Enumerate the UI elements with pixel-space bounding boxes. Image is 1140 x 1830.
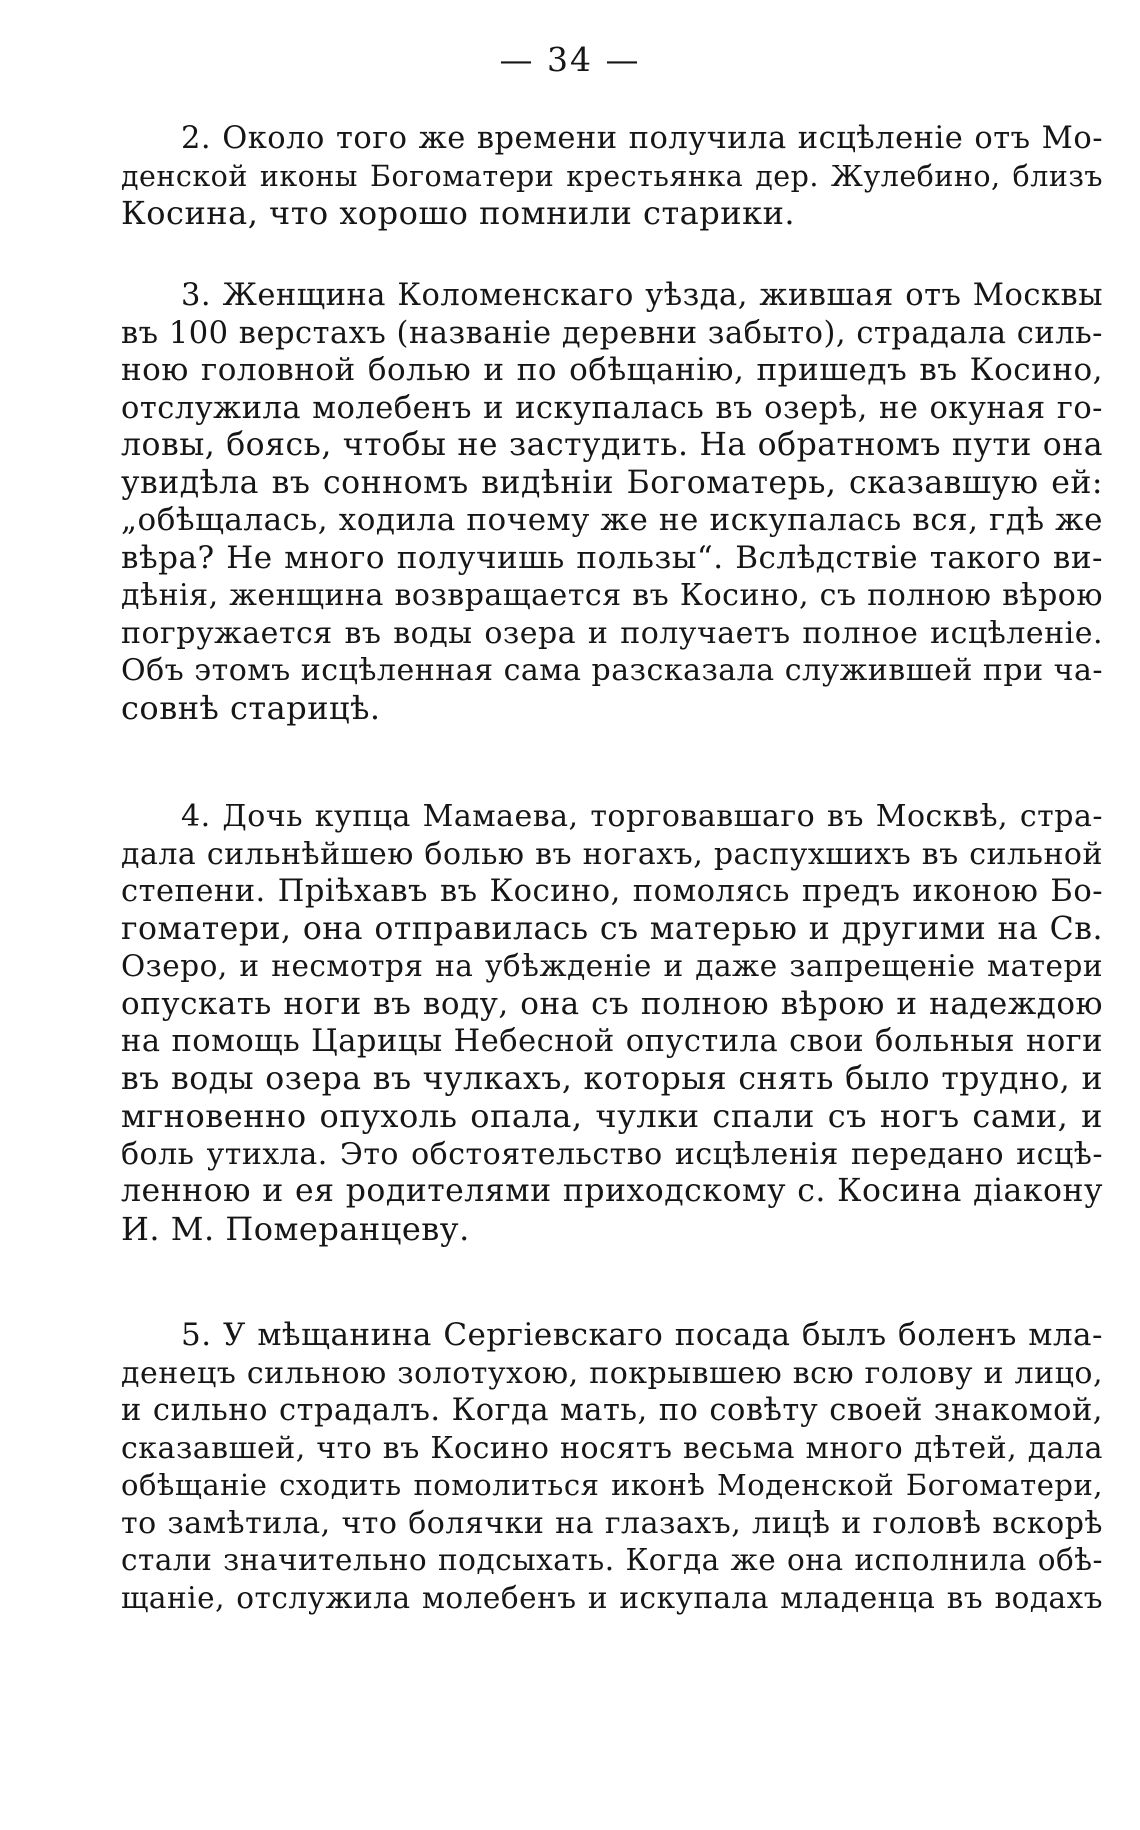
page-number: — 34 — [499,40,641,79]
text-line: денецъ сильною золотухою, покрывшею всю голову и лицо, [121,1355,1103,1391]
text-line: сказавшей, что въ Косино носятъ весьма много дѣтей, дала [121,1430,1103,1466]
text-line: погружается въ воды озера и получаетъ полное исцѣленіе. [121,615,1103,651]
text-line: дѣнія, женщина возвращается въ Косино, съ полною вѣрою [121,578,1103,613]
text-line: денской иконы Богоматери крестьянка дер. Жулебино, близъ [121,159,1103,193]
text-line: вѣра? Не много получишь пользы“. Вслѣдствіе такого ви- [121,539,1103,576]
text-line: 4. Дочь купца Мамаева, торговавшаго въ Москвѣ, стра- [181,799,1103,834]
text-line: то замѣтила, что болячки на глазахъ, лицѣ и головѣ вскорѣ [121,1505,1103,1541]
text-line: И. М. Померанцеву. [121,1210,470,1248]
text-line: ною головной болью и по обѣщанію, пришедъ въ Косино, [121,352,1103,388]
text-line: Косина, что хорошо помнили старики. [121,195,796,232]
text-line: мгновенно опухоль опала, чулки спали съ ногъ сами, и [121,1098,1103,1135]
text-line: и сильно страдалъ. Когда мать, по совѣту своей знакомой, [121,1393,1103,1428]
text-line: на помощь Царицы Небесной опустила свои больныя ноги [121,1024,1103,1059]
paragraph-3 [121,277,1103,727]
paragraph-4 [121,798,1103,1248]
text-line: Объ этомъ исцѣленная сама разсказала служившей при ча- [121,653,1103,688]
text-line: 5. У мѣщанина Сергіевскаго посада былъ боленъ мла- [181,1317,1103,1353]
paragraph-5 [121,1317,1103,1617]
text-line: ловы, боясь, чтобы не застудить. На обратномъ пути она [121,427,1103,463]
text-line: дала сильнѣйшею болью въ ногахъ, распухшихъ въ сильной [121,836,1103,872]
text-line: ленною и ея родителями приходскому с. Косина діакону [121,1173,1103,1209]
text-line: „обѣщалась, ходила почему же не искупалась вся, гдѣ же [121,502,1103,538]
text-line: гоматери, она отправилась съ матерью и другими на Св. [121,910,1103,947]
text-line: Озеро, и несмотря на убѣжденіе и даже запрещеніе матери [121,949,1103,983]
text-line: 2. Около того же времени получила исцѣленіе отъ Мо- [181,121,1103,156]
text-line: обѣщаніе сходить помолиться иконѣ Моденской Богоматери, [121,1468,1103,1502]
text-line: увидѣла въ сонномъ видѣніи Богоматерь, сказавшую ей: [121,464,1103,501]
text-line: стали значительно подсыхать. Когда же она исполнила обѣ- [121,1543,1103,1577]
text-line: щаніе, отслужила молебенъ и искупала младенца въ водахъ [121,1580,1103,1615]
paragraph-2 [121,120,1103,233]
text-line: 3. Женщина Коломенскаго уѣзда, жившая отъ Москвы [181,278,1103,313]
text-line: отслужила молебенъ и искупалась въ озерѣ, не окуная го- [121,390,1103,426]
text-line: въ 100 верстахъ (названіе деревни забыто), страдала силь- [121,315,1103,351]
text-line: степени. Пріѣхавъ въ Косино, помолясь предъ иконою Бо- [121,874,1103,909]
text-line: въ воды озера въ чулкахъ, которыя снять было трудно, и [121,1060,1103,1097]
text-line: боль утихла. Это обстоятельство исцѣленія передано исцѣ- [121,1136,1103,1172]
text-line: совнѣ старицѣ. [121,689,381,727]
text-line: опускать ноги въ воду, она съ полною вѣрою и надеждою [121,985,1103,1022]
